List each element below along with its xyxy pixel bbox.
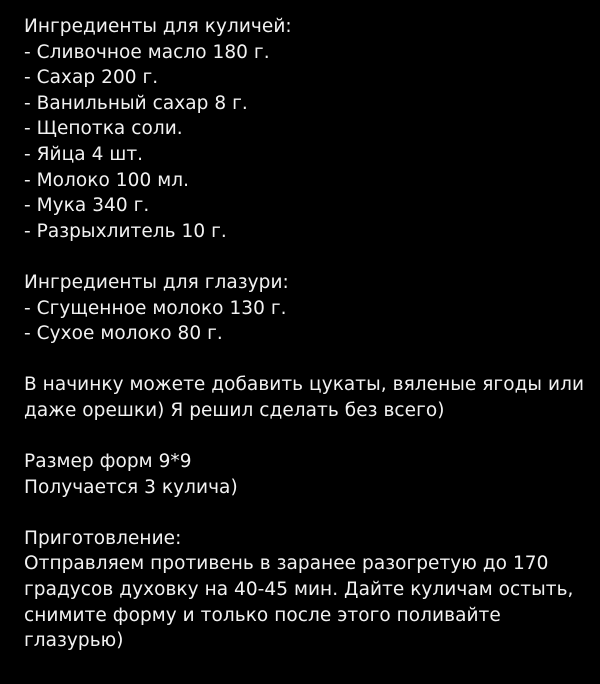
glaze-item: - Сухое молоко 80 г. bbox=[24, 323, 223, 345]
glaze-item: - Сгущенное молоко 130 г. bbox=[24, 297, 287, 319]
ingredient-item: - Ванильный сахар 8 г. bbox=[24, 92, 248, 114]
blank-line bbox=[24, 500, 590, 526]
ingredient-item: - Сахар 200 г. bbox=[24, 67, 159, 89]
filling-note bbox=[24, 372, 590, 423]
preparation-line: градусов духовку на 40-45 мин. Дайте куличам остыть, bbox=[24, 579, 574, 601]
preparation-heading: Приготовление: bbox=[24, 527, 182, 549]
filling-line: даже орешки) Я решил сделать без всего) bbox=[24, 399, 445, 421]
preparation-line: снимите форму и только после этого поливайте bbox=[24, 604, 501, 626]
glaze-ingredients-heading: Ингредиенты для глазури: bbox=[24, 271, 289, 293]
kulich-ingredients-heading: Ингредиенты для куличей: bbox=[24, 16, 292, 37]
preparation-line: Отправляем противень в заранее разогретую до 170 bbox=[24, 553, 549, 575]
preparation-line: глазурью) bbox=[24, 630, 124, 652]
ingredient-item: - Разрыхлитель 10 г. bbox=[24, 220, 227, 242]
yield-line: Получается 3 кулича) bbox=[24, 476, 238, 498]
kulich-ingredients-section bbox=[24, 14, 590, 244]
blank-line bbox=[24, 347, 590, 373]
size-note bbox=[24, 449, 590, 500]
blank-line bbox=[24, 244, 590, 270]
preparation-section bbox=[24, 526, 590, 654]
filling-line: В начинку можете добавить цукаты, вяленые ягоды или bbox=[24, 374, 585, 396]
ingredient-item: - Яйца 4 шт. bbox=[24, 143, 144, 165]
recipe-note bbox=[24, 14, 590, 654]
blank-line bbox=[24, 424, 590, 450]
form-size-line: Размер форм 9*9 bbox=[24, 451, 192, 473]
ingredient-item: - Молоко 100 мл. bbox=[24, 169, 190, 191]
glaze-ingredients-section bbox=[24, 270, 590, 347]
ingredient-item: - Щепотка соли. bbox=[24, 118, 183, 140]
ingredient-item: - Мука 340 г. bbox=[24, 195, 150, 217]
ingredient-item: - Сливочное масло 180 г. bbox=[24, 41, 270, 63]
